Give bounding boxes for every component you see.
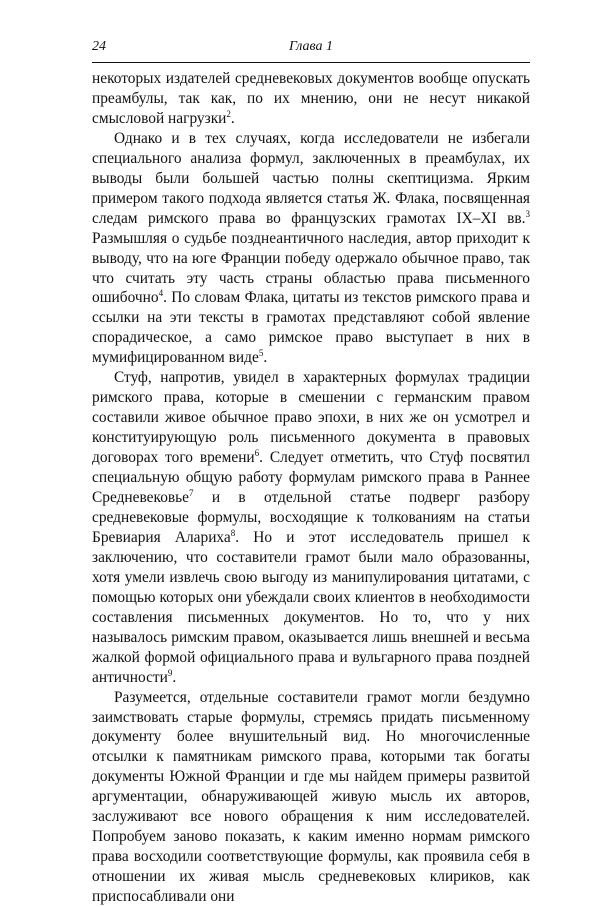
text-run: . Следует отметить, что Стуф посвятил специальную общую работу формулам римского права в Раннее Средневековье — [92, 449, 530, 507]
paragraph — [92, 368, 530, 687]
text-run: Стуф, напротив, увидел в характерных формулах традиции римского права, которые в смешении с германским правом составили живое обычное право эпохи, в них же он усмотрел и конституирующую роль письменного документа в правовых договорах того времени — [92, 369, 530, 467]
footnote-ref: 9 — [167, 667, 173, 678]
running-title: Глава 1 — [289, 39, 333, 54]
text-run: . — [172, 668, 177, 686]
footnote-ref: 5 — [258, 348, 264, 359]
header-rule — [92, 62, 530, 63]
text-run: и в отдельной статье подверг разбору средневековые формулы, восходящие к толкованиям на статьи Бревиария Алариха — [92, 489, 530, 546]
page-number: 24 — [92, 39, 106, 54]
footnote-ref: 8 — [230, 527, 236, 538]
text-run: . По словам Флака, цитаты из текстов римского права и ссылки на эти тексты в грамотах представляют собой явление спорадическое, а само римское право выступает в них в мумифицированном виде — [92, 289, 530, 367]
footnote-ref: 7 — [189, 488, 194, 499]
footnote-ref: 3 — [525, 208, 530, 219]
text-run: . Но и этот исследователь пришел к заключению, что составители грамот были мало образованны, хотя умели извлечь свою выгоду из манипулирования цитатами, с помощью которых они убеждали своих клиентов в необходимости составления письменных документов. Но то, что у них называлось римским правом, оказывается лишь внешней и весьма жалкой формой официального права и вульгарного права поздней античности — [92, 528, 530, 686]
text-run: Разумеется, отдельные составители грамот могли бездумно заимствовать старые формулы, стремясь придать письменному документу более внушительный вид. Но многочисленные отсылки к памятникам римского права, которыми так богаты документы Южной Франции и где мы найдем примеры развитой аргументации, обнаруживающей живую мысль их авторов, заслуживают все нового обращения к ним исследователей. Попробуем заново показать, к каким именно нормам римского права восходили соответствующие формулы, как проявила себя в отношении их живая мысль средневековых клириков, как приспосабливали они — [92, 688, 530, 906]
text-run: . — [230, 109, 235, 127]
text-run: Размышляя о судьбе позднеантичного наследия, автор приходит к выводу, что на юге Франции победу одержало обычное право, так что считать эту часть страны областью права письменного ошибочно — [92, 229, 530, 307]
footnote-ref: 4 — [158, 288, 164, 299]
footnote-ref: 6 — [254, 448, 260, 459]
body-text — [92, 69, 530, 907]
text-run: Однако и в тех случаях, когда исследователи не избегали специального анализа формул, заключенных в преамбулах, их выводы были большей частью полны скептицизма. Ярким примером такого подхода является статья Ж. Флака, посвященная следам римского права во французских грамотах IX–XI вв. — [92, 129, 530, 227]
footnote-ref: 2 — [226, 108, 231, 119]
paragraph — [92, 129, 530, 368]
text-run: некоторых издателей средневековых документов вообще опускать преамбулы, так как, по их мнению, они не несут никакой смысловой нагрузки — [92, 70, 530, 127]
paragraph — [92, 688, 530, 907]
text-run: . — [263, 349, 268, 367]
paragraph — [92, 69, 530, 129]
